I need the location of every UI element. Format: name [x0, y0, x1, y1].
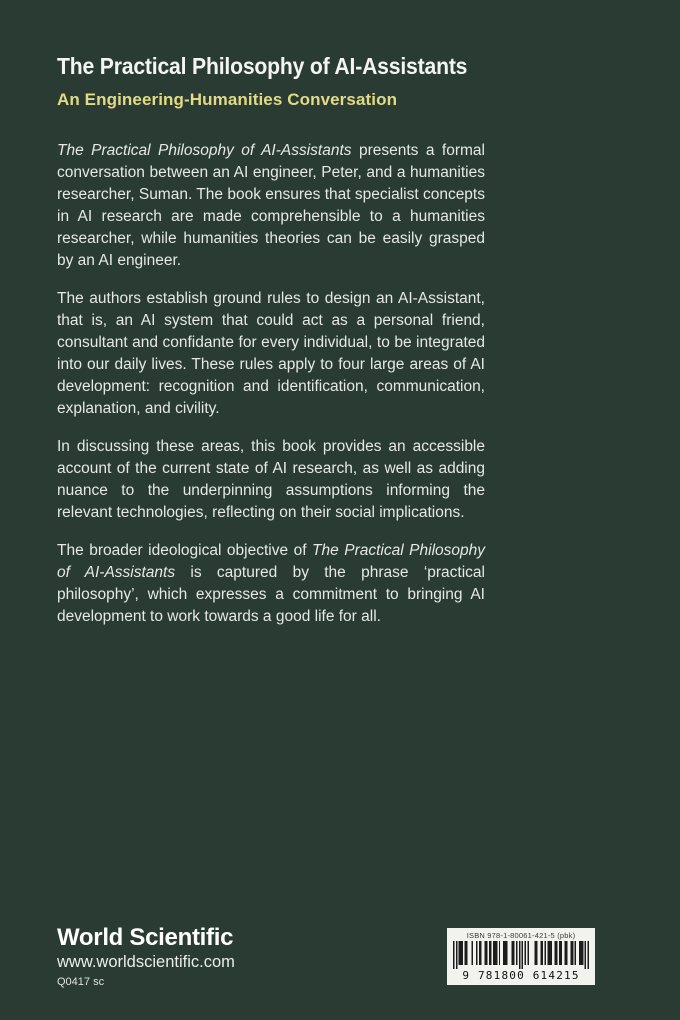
paragraph: The broader ideological objective of The Practical Philosophy of AI-Assistants is captured by the phrase ‘practical philosophy’, which expresses a commitment to bringing AI development to work towards a good life for all.: [57, 542, 485, 625]
barcode-digits: 9 781800 614215: [462, 969, 580, 982]
book-title: The Practical Philosophy of AI-Assistants: [57, 53, 468, 79]
publisher-website: www.worldscientific.com: [57, 953, 235, 971]
barcode: [447, 928, 595, 985]
paragraph: The Practical Philosophy of AI-Assistants presents a formal conversation between an AI engineer, Peter, and a humanities researcher, Suman. The book ensures that specialist concepts in AI research are made comprehensible to a humanities researcher, while humanities theories can be easily grasped by an AI engineer.: [57, 142, 485, 269]
back-cover-text: [57, 140, 485, 628]
paragraph: In discussing these areas, this book provides an accessible account of the current state of AI research, as well as adding nuance to the underpinning assumptions informing the relevant technologies, reflecting on their social implications.: [57, 438, 485, 521]
publisher-block: [57, 924, 235, 989]
book-subtitle: An Engineering-Humanities Conversation: [57, 90, 398, 109]
back-cover-content: [57, 52, 485, 628]
publisher-name: World Scientific: [57, 924, 234, 951]
product-code: Q0417 sc: [57, 976, 105, 988]
barcode-isbn-label: ISBN 978-1-80061-421-5 (pbk): [466, 931, 576, 940]
paragraph: The authors establish ground rules to design an AI-Assistant, that is, an AI system that could act as a personal friend, consultant and confidante for every individual, to be integrated into our daily lives. These rules apply to four large areas of AI development: recognition and identification, communication, explanation, and civility.: [57, 290, 485, 417]
barcode-bars-icon: [453, 941, 589, 969]
